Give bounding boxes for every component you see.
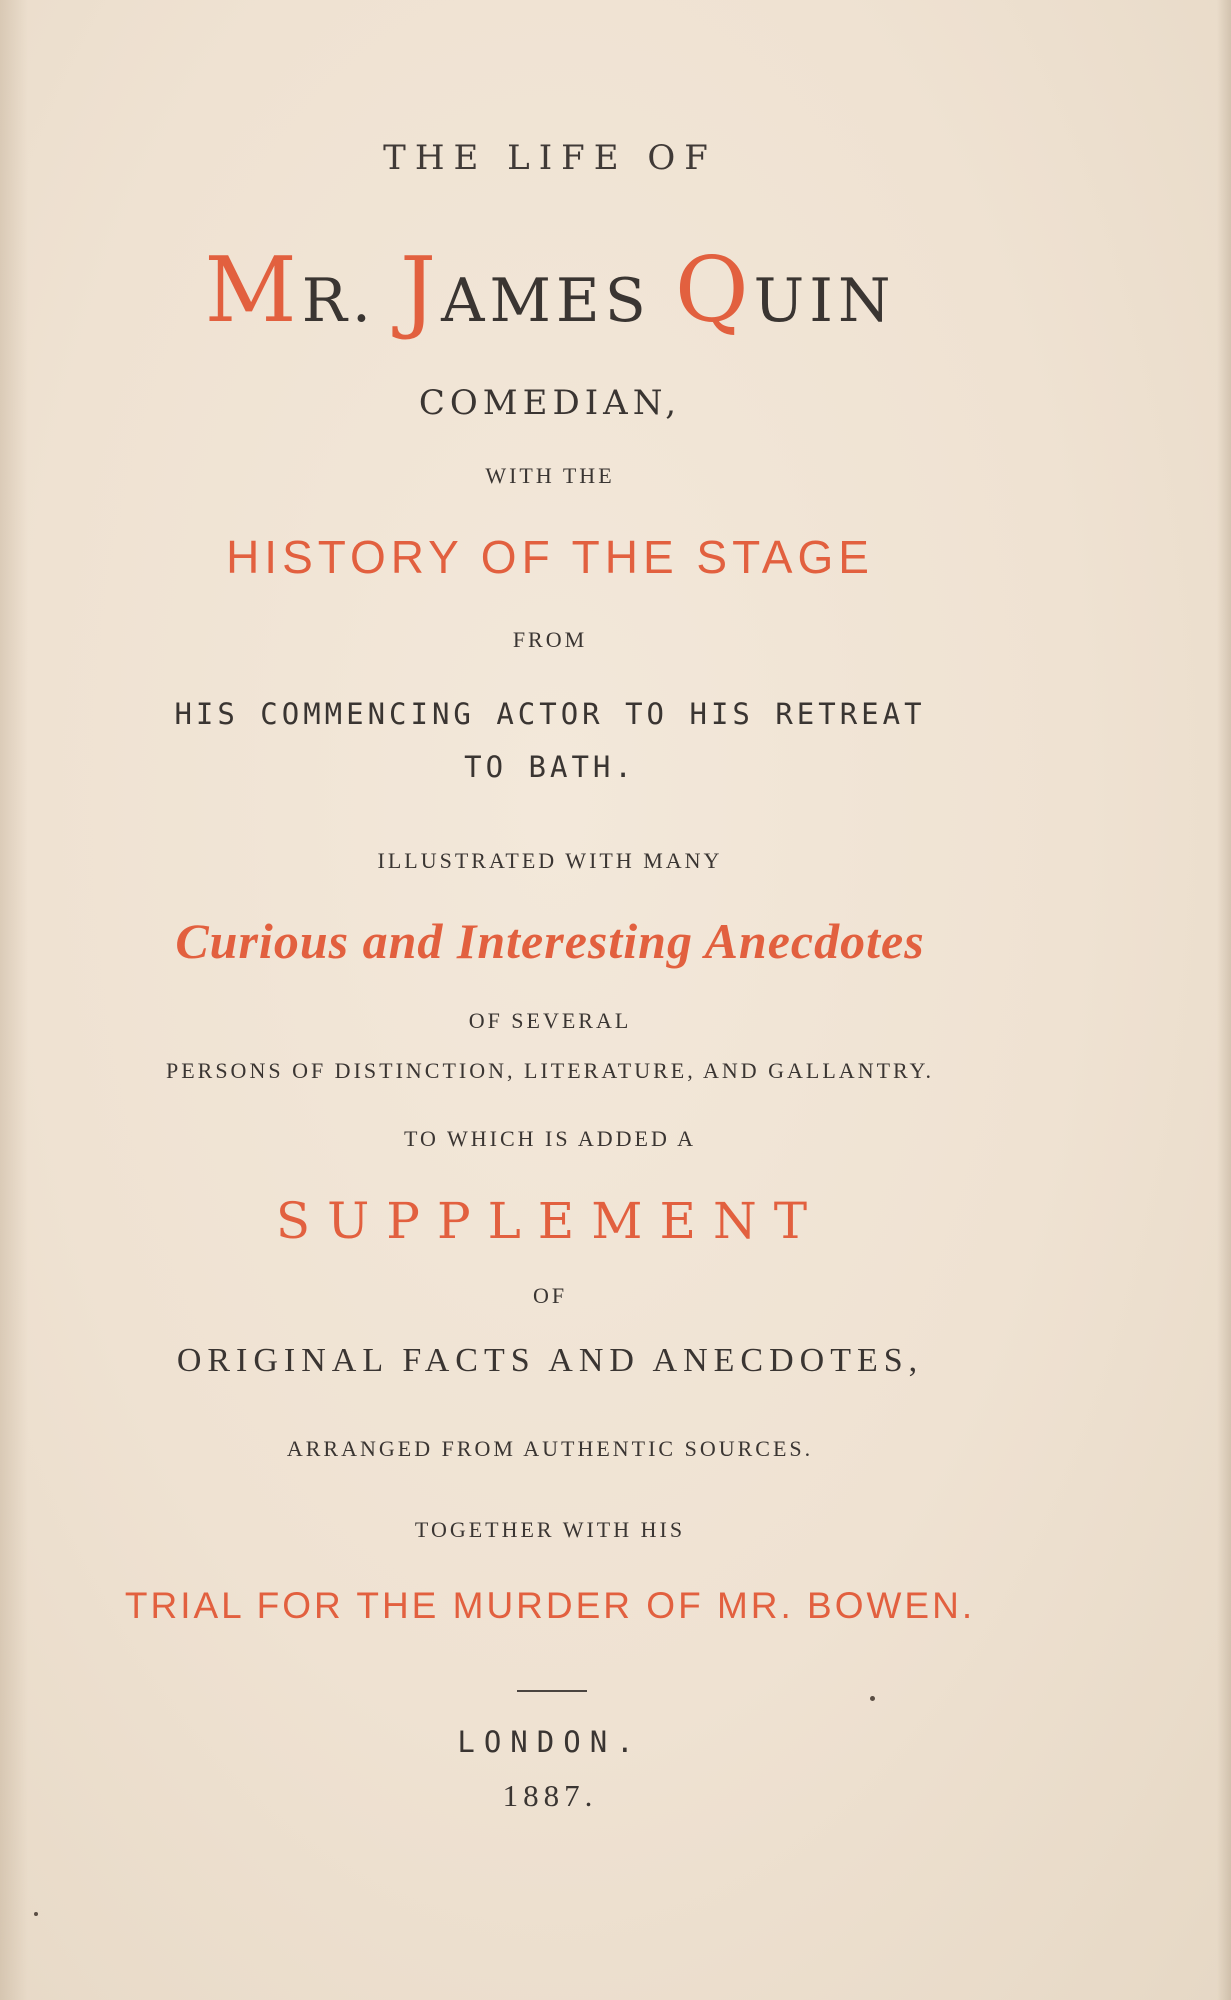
to-bath-line: TO BATH. xyxy=(464,750,636,784)
arranged-line: ARRANGED FROM AUTHENTIC SOURCES. xyxy=(286,1436,814,1461)
together-line: TOGETHER WITH HIS xyxy=(414,1517,686,1542)
paper-speck xyxy=(34,1912,38,1916)
with-the-line: WITH THE xyxy=(485,463,615,488)
trial-heading: TRIAL FOR THE MURDER OF MR. BOWEN. xyxy=(124,1585,976,1626)
from-line: FROM xyxy=(512,627,588,652)
illustrated-line: ILLUSTRATED WITH MANY xyxy=(377,848,723,873)
name-james-rest: AMES xyxy=(441,266,651,336)
supplement-heading: SUPPLEMENT xyxy=(275,1192,825,1250)
history-of-the-stage-heading: HISTORY OF THE STAGE xyxy=(226,531,874,583)
name-initial-q: Q xyxy=(674,238,754,343)
name-mr-rest: R. xyxy=(301,266,376,336)
original-facts-line: ORIGINAL FACTS AND ANECDOTES, xyxy=(176,1342,924,1379)
paper-speck xyxy=(870,1696,875,1701)
of-line: OF xyxy=(532,1283,568,1308)
comedian-line: COMEDIAN, xyxy=(418,383,682,423)
name-initial-m: M xyxy=(204,238,302,343)
imprint-year: 1887. xyxy=(502,1778,598,1813)
imprint-place: LONDON. xyxy=(457,1725,643,1759)
divider-rule xyxy=(517,1690,587,1692)
to-which-line: TO WHICH IS ADDED A xyxy=(403,1126,697,1151)
page-edge-shadow xyxy=(1217,0,1231,2000)
curious-anecdotes-heading: Curious and Interesting Anecdotes xyxy=(175,913,925,969)
subject-name xyxy=(0,238,1100,343)
persons-line: PERSONS OF DISTINCTION, LITERATURE, AND GALLANTRY. xyxy=(165,1058,935,1083)
name-quin-rest: UIN xyxy=(753,266,896,336)
his-commencing-line: HIS COMMENCING ACTOR TO HIS RETREAT xyxy=(174,697,926,731)
name-initial-j: J xyxy=(400,238,442,343)
of-several-line: OF SEVERAL xyxy=(468,1008,632,1033)
title-line-the-life-of: THE LIFE OF xyxy=(383,138,717,178)
